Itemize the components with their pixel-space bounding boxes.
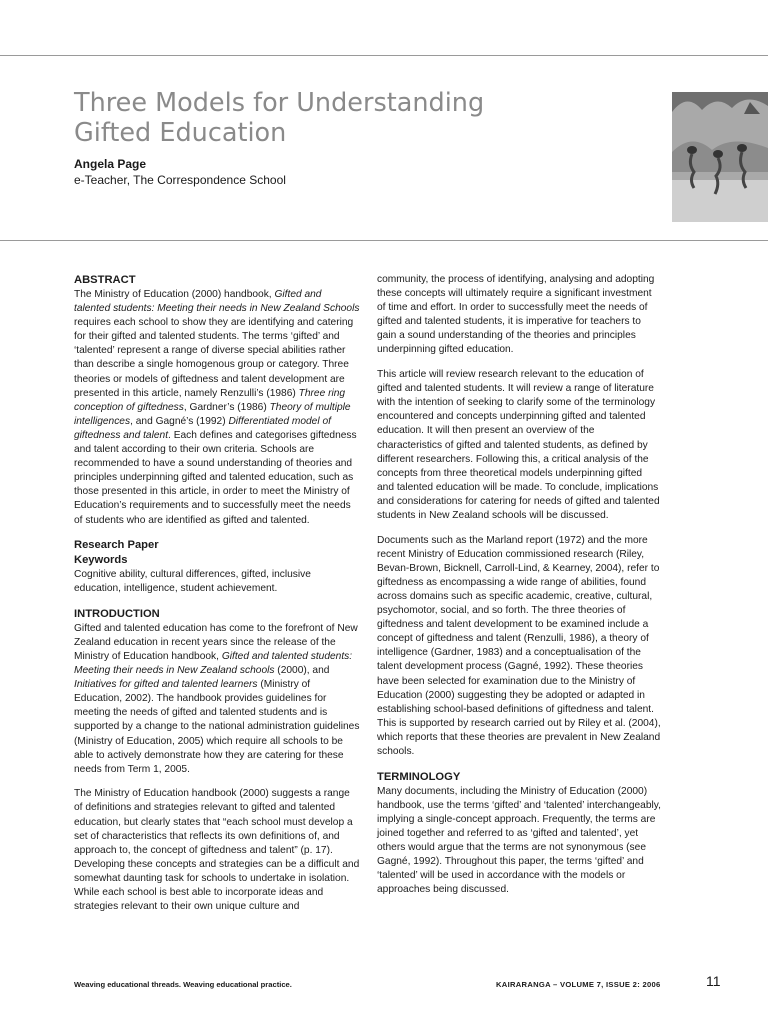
terminology-paragraph: Many documents, including the Ministry of Education (2000) handbook, use the terms ‘gifted’ and ‘talented’ interchangeably, implying a single-concept approach. Frequently, the terms are joined together and referred to as ‘gifted and talented’, yet others would argue that the terms are not synonymous (see Gagné, 1992). Throughout this paper, the terms ‘gifted’ and ‘talented’ will be used in accordance with the models or approaches being discussed. — [377, 785, 661, 896]
body-paragraph-3: Documents such as the Marland report (1972) and the more recent Ministry of Education commissioned research (Riley, Bevan-Brown, Bicknell, Carroll-Lind, & Kearney, 2004), refer to giftedness as encompassing a wide range of abilities, found across domains such as specific academic, creative, cultural, psychomotor, social, and so forth. The three theories of giftedness and talent development to be examined include a concept of giftedness and talent (Renzulli, 1986), a theory of intelligence (Gardner, 1983) and a conceptualisation of the talent development process (Gagné, 1992). These theories have been selected for examination due to the Ministry of Education (2000) suggesting they be adopted or adapted in establishing school-based definitions of giftedness and talent. This is supported by research carried out by Riley et al. (2004), which reports that these theories are prevalent in New Zealand schools. — [377, 534, 661, 757]
left-column — [74, 273, 360, 925]
article-header — [74, 88, 634, 188]
page-number: 11 — [706, 973, 721, 989]
terminology-heading: TERMINOLOGY — [377, 770, 461, 783]
top-rule — [0, 55, 768, 56]
author-name: Angela Page — [74, 157, 147, 171]
decorative-artwork-image — [672, 92, 768, 222]
footer-tagline: Weaving educational threads. Weaving educational practice. — [74, 980, 292, 989]
footer-journal-info: KAIRARANGA – VOLUME 7, ISSUE 2: 2006 — [496, 980, 661, 989]
title-line-2: Gifted Education — [74, 118, 287, 148]
intro-paragraph-2: The Ministry of Education handbook (2000) suggests a range of definitions and strategies relevant to gifted and talented education, but clearly states that “each school must develop a set of characteristics that reflects its own definitions of, and approach to, the concept of giftedness and talent” (p. 17). Developing these concepts and strategies can be a difficult and somewhat daunting task for schools to undertake in isolation. While each school is best able to incorporate ideas and strategies relevant to their own unique culture and — [74, 788, 360, 913]
title-line-1: Three Models for Understanding — [74, 88, 485, 118]
intro-paragraph-1: Gifted and talented education has come to the forefront of New Zealand education in recent years since the release of the Ministry of Education handbook, Gifted and talented students: Meeting their needs in New Zealand schools (2000), and Initiatives for gifted and talented learners (Ministry of Education, 2002). The handbook provides guidelines for meeting the needs of gifted and talented students and is supported by a change to the national administration guidelines (Ministry of Education, 2005) which require all schools to be able to actively demonstrate how they are catering for these needs from Term 1, 2005. — [74, 622, 360, 775]
abstract-heading: ABSTRACT — [74, 274, 136, 286]
keywords-heading: Keywords — [74, 554, 128, 567]
keywords-text: Cognitive ability, cultural differences, gifted, inclusive education, intelligence, student achievement. — [74, 569, 311, 595]
author-affiliation: e-Teacher, The Correspondence School — [74, 173, 286, 187]
research-paper-heading: Research Paper — [74, 539, 159, 552]
right-column — [377, 273, 661, 908]
abstract-paragraph: The Ministry of Education (2000) handbook, Gifted and talented students: Meeting their needs in New Zealand Schools requires each school to show they are identifying and catering for their gifted and talented students. The terms ‘gifted’ and ‘talented’ represent a range of diverse special abilities rather than describe a single homogenous group or category. Three theories or models of giftedness and talent development are presented in this article, namely Renzulli’s (1986) Three ring conception of giftedness, Gardner’s (1986) Theory of multiple intelligences, and Gagné’s (1992) Differentiated model of giftedness and talent. Each defines and categorises giftedness and talent according to their own criteria. Schools are recommended to have a sound understanding of theories and principles underpinning gifted and talented education, such as those presented in this article, in order to meet the Ministry of Education’s requirements and to successfully meet the needs of students who are identified as gifted and talented. — [74, 289, 360, 526]
introduction-heading: INTRODUCTION — [74, 607, 160, 620]
body-paragraph-1: community, the process of identifying, analysing and adopting these concepts will ultimately require a significant investment of time and effort. In order to successfully meet the needs of gifted and talented students, it is imperative for teachers to gain a sound understanding of the theories and principles underpinning gifted education. — [377, 274, 655, 356]
header-bottom-rule — [0, 240, 768, 241]
article-title — [74, 88, 634, 148]
body-paragraph-2: This article will review research relevant to the education of gifted and talented students. It will review a range of literature with the intention of seeking to clarify some of the terminology encountered and concepts underpinning gifted and talented education. It will then present an overview of the characteristics of gifted and talented students, as defined by different researchers. Following this, a critical analysis of the concepts from three theoretical models underpinning gifted and talented education will be made. To conclude, implications and considerations for catering for needs of gifted and talented students in New Zealand schools will be discussed. — [377, 369, 660, 521]
